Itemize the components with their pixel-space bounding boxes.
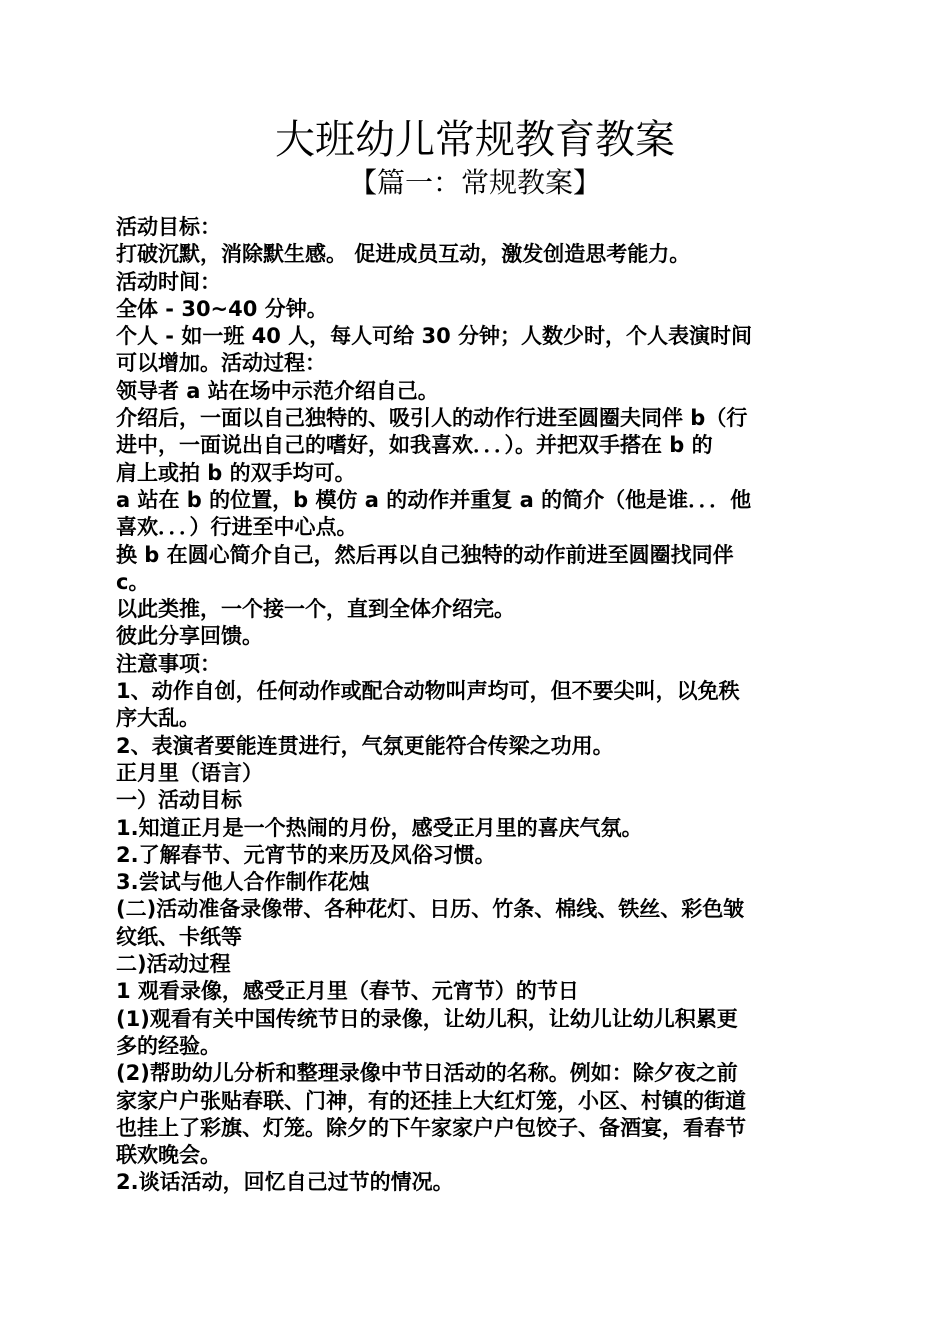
text-line: 二)活动过程 bbox=[116, 952, 231, 977]
text-line: 个人 - 如一班 40 人，每人可给 30 分钟；人数少时，个人表演时间 bbox=[116, 324, 753, 349]
text-line: 打破沉默，消除默生感。 促进成员互动，激发创造思考能力。 bbox=[116, 242, 691, 267]
text-line: 可以增加。活动过程： bbox=[116, 351, 326, 376]
document-subtitle: 【篇一：常规教案】 bbox=[348, 166, 601, 199]
text-line: 也挂上了彩旗、灯笼。除夕的下午家家户户包饺子、备酒宴，看春节 bbox=[116, 1115, 746, 1140]
text-line: 全体 - 30~40 分钟。 bbox=[116, 296, 328, 321]
text-line: 换 b 在圆心简介自己，然后再以自己独特的动作前进至圆圈找同伴 bbox=[116, 542, 734, 567]
text-line: 3.尝试与他人合作制作花烛 bbox=[116, 870, 370, 895]
text-line: 家家户户张贴春联、门神，有的还挂上大红灯笼，小区、村镇的街道 bbox=[116, 1088, 746, 1113]
text-line: 1 观看录像，感受正月里（春节、元宵节）的节日 bbox=[116, 979, 579, 1004]
text-line: 肩上或拍 b 的双手均可。 bbox=[116, 460, 356, 485]
text-line: 2.谈话活动，回忆自己过节的情况。 bbox=[116, 1170, 454, 1195]
text-line: 活动时间： bbox=[116, 269, 221, 294]
text-line: 一）活动目标 bbox=[116, 788, 242, 813]
document-body bbox=[116, 214, 838, 1197]
text-line: c。 bbox=[116, 569, 150, 594]
text-line: (2)帮助幼儿分析和整理录像中节日活动的名称。例如：除夕夜之前 bbox=[116, 1061, 738, 1086]
text-line: 多的经验。 bbox=[116, 1033, 221, 1058]
text-line: 介绍后，一面以自己独特的、吸引人的动作行进至圆圈夫同伴 b（行 bbox=[116, 406, 748, 431]
text-line: a 站在 b 的位置，b 模仿 a 的动作并重复 a 的简介（他是谁．．．他 bbox=[116, 487, 752, 512]
text-line: (二)活动准备录像带、各种花灯、日历、竹条、棉线、铁丝、彩色皱 bbox=[116, 897, 745, 922]
text-line: 以此类推，一个接一个，直到全体介绍完。 bbox=[116, 597, 515, 622]
text-line: 1.知道正月是一个热闹的月份，感受正月里的喜庆气氛。 bbox=[116, 815, 643, 840]
text-line: 正月里（语言） bbox=[116, 760, 263, 785]
text-line: 活动目标： bbox=[116, 215, 221, 239]
text-line: 注意事项： bbox=[116, 651, 221, 676]
text-line: 2、表演者要能连贯进行，气氛更能符合传梁之功用。 bbox=[116, 733, 614, 758]
text-line: 序大乱。 bbox=[116, 706, 200, 731]
text-line: 纹纸、卡纸等 bbox=[116, 924, 242, 949]
text-line: 2.了解春节、元宵节的来历及风俗习惯。 bbox=[116, 842, 496, 867]
text-line: 领导者 a 站在场中示范介绍自己。 bbox=[116, 378, 439, 403]
text-line: (1)观看有关中国传统节日的录像，让幼儿积，让幼儿让幼儿积累更 bbox=[116, 1006, 738, 1031]
text-line: 联欢晚会。 bbox=[116, 1143, 221, 1168]
text-line: 1、动作自创，任何动作或配合动物叫声均可，但不要尖叫，以免秩 bbox=[116, 679, 740, 704]
text-line: 进中，一面说出自己的嗜好，如我喜欢．．．）。并把双手搭在 b 的 bbox=[116, 433, 713, 458]
text-line: 彼此分享回馈。 bbox=[116, 624, 263, 649]
text-line: 喜欢．．．）行进至中心点。 bbox=[116, 515, 358, 540]
document-title: 大班幼儿常规教育教案 bbox=[275, 117, 675, 163]
